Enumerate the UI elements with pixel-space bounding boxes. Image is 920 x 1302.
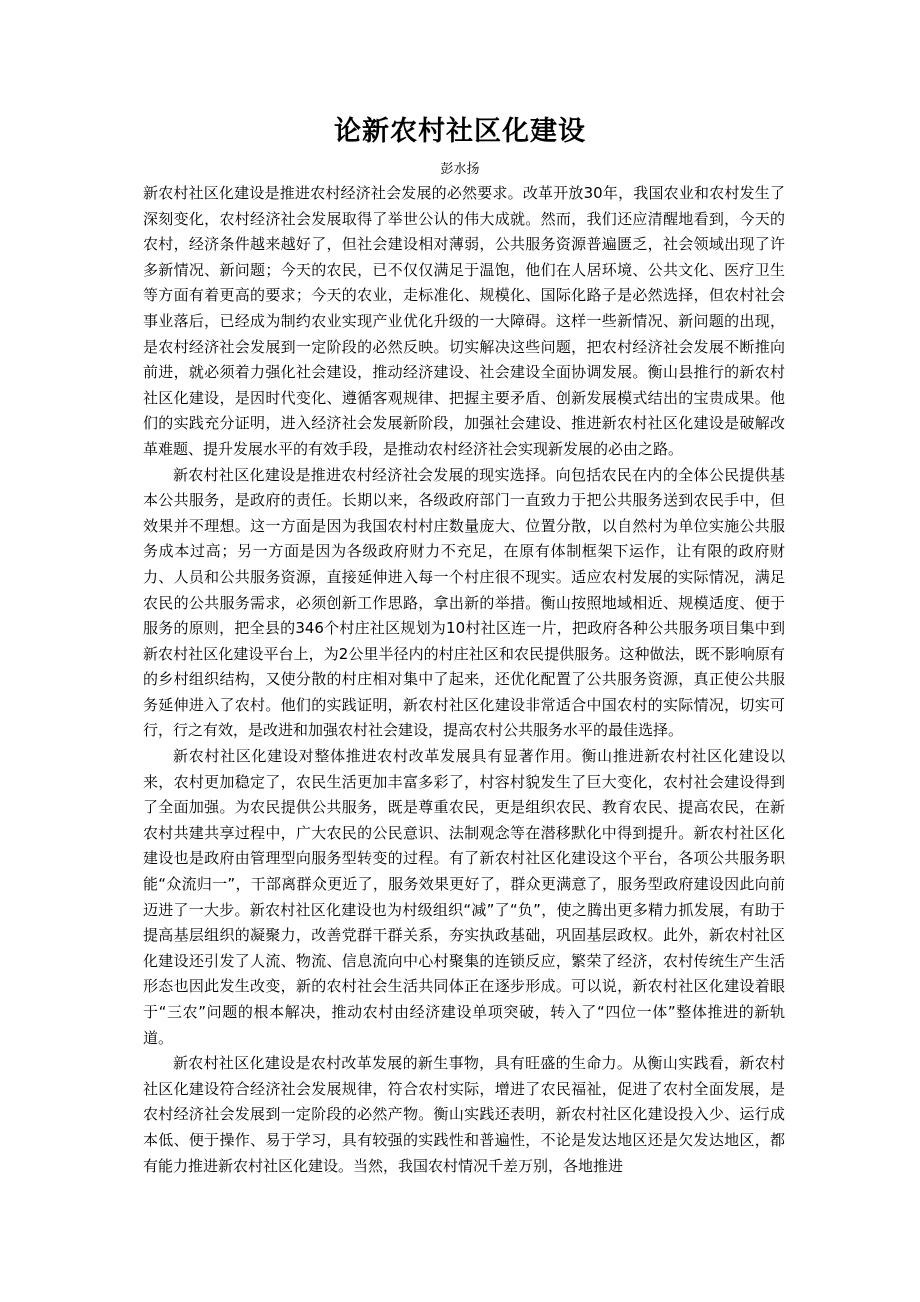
document-body bbox=[143, 181, 785, 1179]
body-paragraph: 新农村社区化建设是推进农村经济社会发展的必然要求。改革开放30年，我国农业和农村发生了深刻变化，农村经济社会发展取得了举世公认的伟大成就。然而，我们还应清醒地看到，今天的农村，经济条件越来越好了，但社会建设相对薄弱，公共服务资源普遍匮乏，社会领域出现了许多新情况、新问题；今天的农民，已不仅仅满足于温饱，他们在人居环境、公共文化、医疗卫生等方面有着更高的要求；今天的农业，走标准化、规模化、国际化路子是必然选择，但农村社会事业落后，已经成为制约农业实现产业优化升级的一大障碍。这样一些新情况、新问题的出现，是农村经济社会发展到一定阶段的必然反映。切实解决这些问题，把农村经济社会发展不断推向前进，就必须着力强化社会建设，推动经济建设、社会建设全面协调发展。衡山县推行的新农村社区化建设，是因时代变化、遵循客观规律、把握主要矛盾、创新发展模式结出的宝贵成果。他们的实践充分证明，进入经济社会发展新阶段，加强社会建设、推进新农村社区化建设是破解改革难题、提升发展水平的有效手段，是推动农村经济社会实现新发展的必由之路。 bbox=[143, 184, 785, 458]
body-paragraph: 新农村社区化建设是推进农村经济社会发展的现实选择。向包括农民在内的全体公民提供基本公共服务，是政府的责任。长期以来，各级政府部门一直致力于把公共服务送到农民手中，但效果并不理想。这一方面是因为我国农村村庄数量庞大、位置分散，以自然村为单位实施公共服务成本过高；另一方面是因为各级政府财力不充足，在原有体制框架下运作，让有限的政府财力、人员和公共服务资源，直接延伸进入每一个村庄很不现实。适应农村发展的实际情况，满足农民的公共服务需求，必须创新工作思路，拿出新的举措。衡山按照地域相近、规模适度、便于服务的原则，把全县的346个村庄社区规划为10村社区连一片，把政府各种公共服务项目集中到新农村社区化建设平台上，为2公里半径内的村庄社区和农民提供服务。这种做法，既不影响原有的乡村组织结构，又使分散的村庄相对集中了起来，还优化配置了公共服务资源，真正使公共服务延伸进入了农村。他们的实践证明，新农村社区化建设非常适合中国农村的实际情况，切实可行，行之有效，是改进和加强农村社会建设，提高农村公共服务水平的最佳选择。 bbox=[143, 465, 785, 740]
document-author: 彭水扬 bbox=[440, 162, 480, 177]
document-title: 论新农村社区化建设 bbox=[334, 116, 586, 147]
body-paragraph: 新农村社区化建设对整体推进农村改革发展具有显著作用。衡山推进新农村社区化建设以来，农村更加稳定了，农民生活更加丰富多彩了，村容村貌发生了巨大变化，农村社会建设得到了全面加强。为农民提供公共服务，既是尊重农民，更是组织农民、教育农民、提高农民，在新农村共建共享过程中，广大农民的公民意识、法制观念等在潜移默化中得到提升。新农村社区化建设也是政府由管理型向服务型转变的过程。有了新农村社区化建设这个平台，各项公共服务职能“众流归一”，干部离群众更近了，服务效果更好了，群众更满意了，服务型政府建设因此向前迈进了一大步。新农村社区化建设也为村级组织“减”了“负”，使之腾出更多精力抓发展，有助于提高基层组织的凝聚力，改善党群干群关系，夯实执政基础，巩固基层政权。此外，新农村社区化建设还引发了人流、物流、信息流向中心村聚集的连锁反应，繁荣了经济，农村传统生产生活形态也因此发生改变，新的农村社会生活共同体正在逐步形成。可以说，新农村社区化建设着眼于“三农”问题的根本解决，推动农村由经济建设单项突破，转入了“四位一体”整体推进的新轨道。 bbox=[143, 747, 785, 1047]
body-paragraph: 新农村社区化建设是农村改革发展的新生事物，具有旺盛的生命力。从衡山实践看，新农村社区化建设符合经济社会发展规律，符合农村实际，增进了农民福祉，促进了农村全面发展，是农村经济社会发展到一定阶段的必然产物。衡山实践还表明，新农村社区化建设投入少、运行成本低、便于操作、易于学习，具有较强的实践性和普遍性，不论是发达地区还是欠发达地区，都有能力推进新农村社区化建设。当然，我国农村情况千差万别，各地推进 bbox=[143, 1054, 785, 1175]
